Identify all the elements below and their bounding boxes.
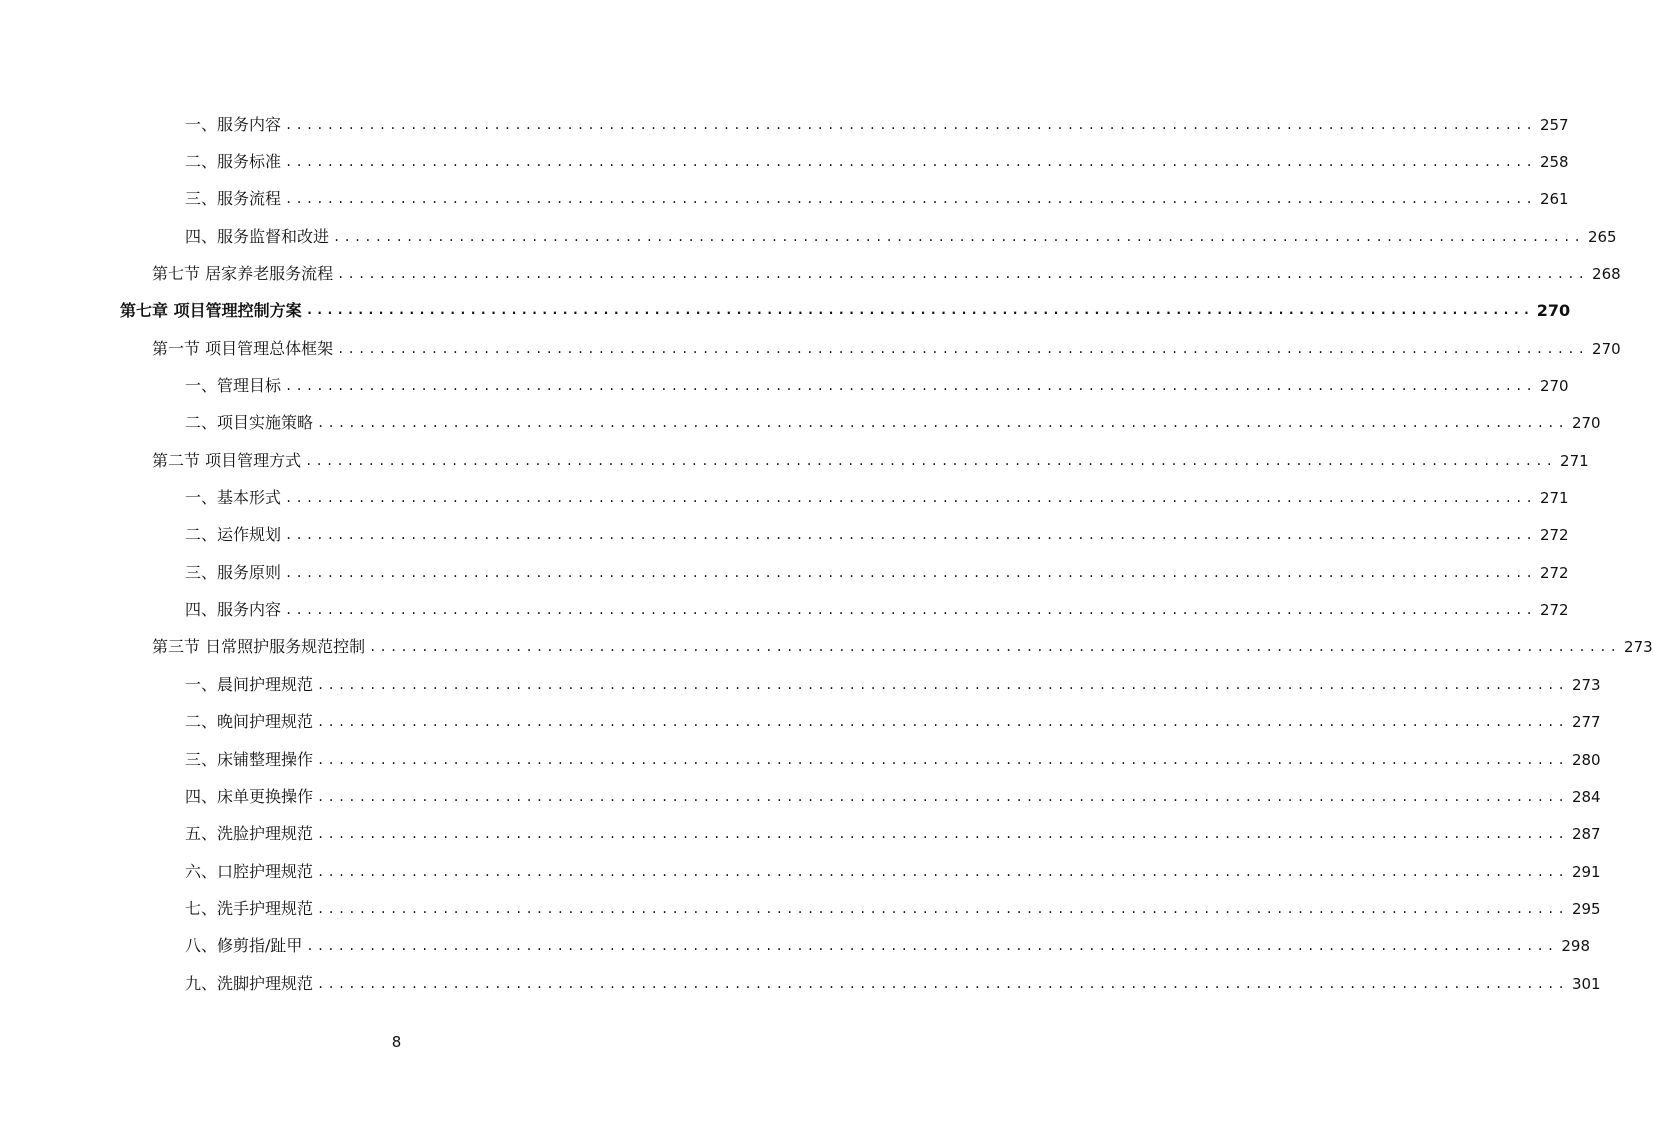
toc-dot-leader: ........................................................................................................................ bbox=[285, 491, 1536, 506]
toc-dot-leader: ........................................................................................................................ bbox=[285, 379, 1536, 394]
toc-entry-title: 四、服务内容 bbox=[185, 600, 282, 620]
toc-entry[interactable] bbox=[0, 778, 1601, 815]
toc-dot-leader: ........................................................................................................................ bbox=[285, 603, 1536, 618]
toc-entry-title: 一、基本形式 bbox=[185, 488, 282, 508]
toc-entry[interactable] bbox=[0, 928, 1590, 965]
toc-entry-page: 270 bbox=[1539, 377, 1569, 396]
toc-entry-title: 二、项目实施策略 bbox=[185, 413, 314, 433]
toc-entry-title: 第七章 项目管理控制方案 bbox=[120, 301, 302, 321]
toc-dot-leader: ........................................................................................................................ bbox=[285, 528, 1536, 543]
toc-dot-leader: ........................................................................................................................ bbox=[317, 976, 1568, 991]
toc-entry[interactable] bbox=[0, 106, 1569, 143]
toc-entry-title: 六、口腔护理规范 bbox=[185, 861, 314, 881]
toc-entry-page: 273 bbox=[1624, 638, 1653, 657]
toc-entry[interactable] bbox=[0, 218, 1617, 255]
toc-entry-page: 270 bbox=[1592, 339, 1621, 358]
toc-dot-leader: ........................................................................................................................ bbox=[317, 789, 1568, 804]
toc-entry-page: 258 bbox=[1539, 153, 1569, 172]
toc-entry-page: 277 bbox=[1571, 713, 1601, 732]
toc-entry-page: 271 bbox=[1560, 451, 1589, 470]
toc-entry[interactable] bbox=[0, 405, 1601, 442]
toc-dot-leader: ........................................................................................................................ bbox=[285, 155, 1536, 170]
toc-entry[interactable] bbox=[0, 442, 1589, 479]
toc-dot-leader: ........................................................................................................................ bbox=[337, 341, 1589, 356]
toc-entry[interactable] bbox=[0, 965, 1601, 1002]
toc-entry[interactable] bbox=[0, 181, 1569, 218]
toc-entry[interactable] bbox=[0, 554, 1569, 591]
toc-entry[interactable] bbox=[0, 816, 1601, 853]
toc-entry[interactable] bbox=[0, 741, 1601, 778]
toc-dot-leader: ........................................................................................................................ bbox=[369, 640, 1621, 655]
toc-entry-title: 第七节 居家养老服务流程 bbox=[152, 264, 334, 284]
toc-entry-page: 291 bbox=[1571, 862, 1601, 881]
toc-entry[interactable] bbox=[0, 629, 1653, 666]
toc-entry-page: 273 bbox=[1571, 675, 1601, 694]
toc-dot-leader: ........................................................................................................................ bbox=[317, 827, 1568, 842]
toc-entry-title: 二、晚间护理规范 bbox=[185, 712, 314, 732]
toc-dot-leader: ........................................................................................................................ bbox=[285, 565, 1536, 580]
toc-entry-title: 第三节 日常照护服务规范控制 bbox=[152, 637, 366, 657]
toc-entry-title: 第一节 项目管理总体框架 bbox=[152, 338, 334, 358]
toc-entry[interactable] bbox=[0, 293, 1571, 330]
toc-entry-page: 272 bbox=[1539, 601, 1569, 620]
toc-entry[interactable] bbox=[0, 255, 1621, 292]
toc-entry-page: 272 bbox=[1539, 563, 1569, 582]
toc-dot-leader: ........................................................................................................................ bbox=[317, 416, 1568, 431]
toc-dot-leader: ........................................................................................................................ bbox=[337, 267, 1589, 282]
toc-dot-leader: ........................................................................................................................ bbox=[333, 229, 1584, 244]
toc-entry-title: 二、服务标准 bbox=[185, 152, 282, 172]
toc-entry[interactable] bbox=[0, 143, 1569, 180]
toc-entry[interactable] bbox=[0, 479, 1569, 516]
table-of-contents bbox=[0, 106, 1653, 1002]
toc-dot-leader: ........................................................................................................................ bbox=[317, 901, 1568, 916]
toc-entry-page: 280 bbox=[1571, 750, 1601, 769]
toc-dot-leader: ........................................................................................................................ bbox=[285, 117, 1536, 132]
toc-dot-leader: ........................................................................................................................ bbox=[305, 453, 1557, 468]
toc-entry-title: 九、洗脚护理规范 bbox=[185, 973, 314, 993]
toc-entry[interactable] bbox=[0, 890, 1601, 927]
toc-dot-leader: ........................................................................................................................ bbox=[317, 752, 1568, 767]
toc-entry-page: 295 bbox=[1571, 899, 1601, 918]
toc-entry-page: 270 bbox=[1536, 301, 1571, 321]
toc-entry[interactable] bbox=[0, 330, 1621, 367]
toc-entry-title: 五、洗脸护理规范 bbox=[185, 824, 314, 844]
toc-dot-leader: ........................................................................................................................ bbox=[285, 192, 1536, 207]
toc-dot-leader: ........................................................................................................................ bbox=[317, 715, 1568, 730]
toc-entry-page: 272 bbox=[1539, 526, 1569, 545]
toc-entry-page: 268 bbox=[1592, 265, 1621, 284]
toc-entry-page: 287 bbox=[1571, 825, 1601, 844]
toc-entry-page: 298 bbox=[1561, 937, 1590, 956]
toc-entry-title: 一、服务内容 bbox=[185, 114, 282, 134]
toc-entry[interactable] bbox=[0, 591, 1569, 628]
toc-entry[interactable] bbox=[0, 853, 1601, 890]
toc-entry-title: 四、床单更换操作 bbox=[185, 786, 314, 806]
toc-entry-title: 四、服务监督和改进 bbox=[185, 226, 330, 246]
toc-dot-leader: ........................................................................................................................ bbox=[305, 303, 1533, 319]
toc-entry-title: 三、床铺整理操作 bbox=[185, 749, 314, 769]
toc-entry-page: 270 bbox=[1571, 414, 1601, 433]
toc-entry-title: 八、修剪指/趾甲 bbox=[185, 936, 303, 956]
toc-entry-title: 三、服务原则 bbox=[185, 562, 282, 582]
toc-dot-leader: ........................................................................................................................ bbox=[317, 864, 1568, 879]
toc-entry-title: 一、管理目标 bbox=[185, 376, 282, 396]
toc-entry-title: 二、运作规划 bbox=[185, 525, 282, 545]
toc-entry-page: 265 bbox=[1587, 227, 1617, 246]
toc-dot-leader: ........................................................................................................................ bbox=[317, 677, 1568, 692]
toc-entry[interactable] bbox=[0, 517, 1569, 554]
toc-dot-leader: ........................................................................................................................ bbox=[306, 939, 1558, 954]
toc-entry-title: 一、晨间护理规范 bbox=[185, 674, 314, 694]
toc-entry-page: 271 bbox=[1539, 489, 1569, 508]
toc-entry-title: 第二节 项目管理方式 bbox=[152, 450, 302, 470]
toc-entry[interactable] bbox=[0, 666, 1601, 703]
toc-entry-page: 301 bbox=[1571, 974, 1601, 993]
toc-entry[interactable] bbox=[0, 704, 1601, 741]
toc-entry-page: 261 bbox=[1539, 190, 1569, 209]
toc-entry-title: 三、服务流程 bbox=[185, 189, 282, 209]
toc-entry-title: 七、洗手护理规范 bbox=[185, 898, 314, 918]
toc-entry-page: 284 bbox=[1571, 787, 1601, 806]
toc-entry-page: 257 bbox=[1539, 115, 1569, 134]
page-number: 8 bbox=[391, 1033, 402, 1051]
toc-entry[interactable] bbox=[0, 367, 1569, 404]
